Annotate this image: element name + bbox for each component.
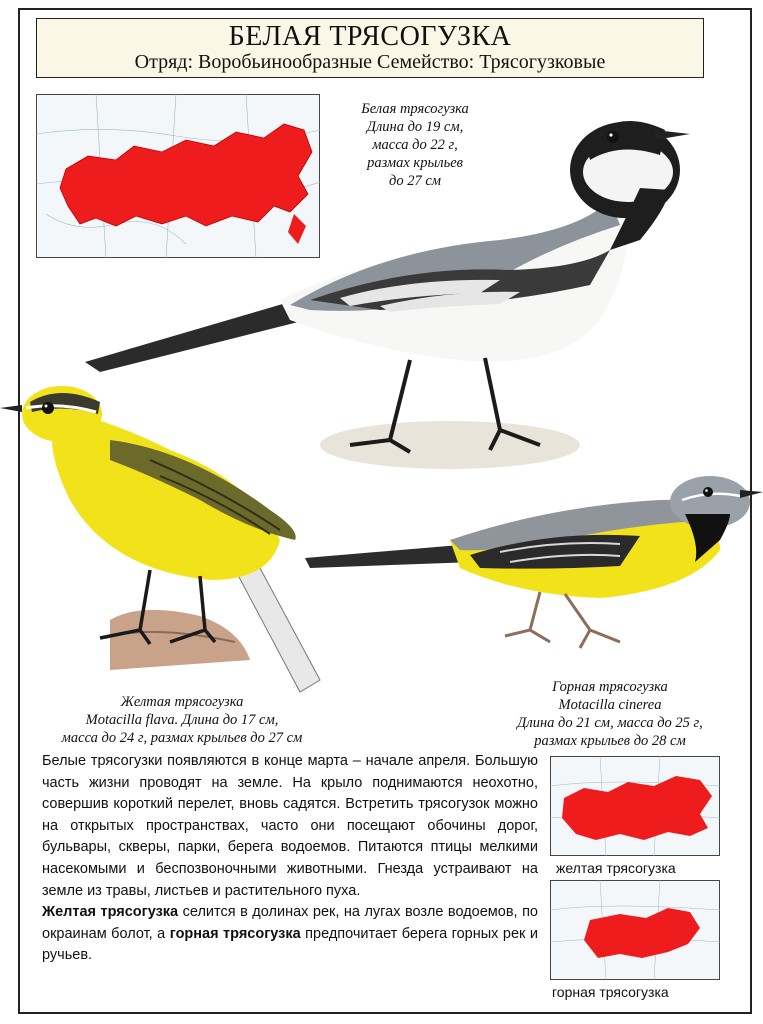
yellow-wagtail-latin-length <box>32 711 332 729</box>
body-text-2b: предпочитает берега горных рек и ручьев. <box>42 925 538 964</box>
body-paragraph-1: Белые трясогузки появляются в конце марта – начале апреля. Большую часть жизни проводят на земле. На крыло поднимаются неохотно, совершив короткий перелет, вновь садятся. Встретить трясогузок можно на открытых пространствах, часто они посещают обочины дорог, бульвары, скверы, парки, берега водоемов. Питаются птицы мелкими насекомыми и беспозвоночными животными. Гнезда устраивают на земле из травы, листьев и растительного пуха. <box>42 753 538 899</box>
range-map-yellow-wagtail <box>550 756 720 856</box>
yellow-wagtail-latin: Motacilla flava <box>85 712 175 728</box>
white-wagtail-mass: масса до 22 г, <box>372 137 458 153</box>
yellow-wagtail-length: . Длина до 17 см, <box>174 712 279 728</box>
grey-wagtail-illustration <box>300 470 763 670</box>
grey-wagtail-length-mass: Длина до 21 см, масса до 25 г, <box>517 715 703 731</box>
white-wagtail-name: Белая трясогузка <box>361 101 469 117</box>
range-map-grey-wagtail <box>550 880 720 980</box>
body-bold-yellow: Желтая трясогузка <box>42 904 179 921</box>
grey-wagtail-name: Горная трясогузка <box>552 679 668 695</box>
title-box <box>36 18 704 78</box>
body-paragraph-2 <box>42 902 538 967</box>
grey-wagtail-wingspan: размах крыльев до 28 см <box>534 733 686 749</box>
yellow-wagtail-mass-wingspan: масса до 24 г, размах крыльев до 27 см <box>61 730 303 746</box>
white-wagtail-length: Длина до 19 см, <box>366 119 464 135</box>
yellow-wagtail-caption <box>32 693 332 747</box>
yellow-wagtail-illustration <box>0 380 340 700</box>
body-text-2a: селится в долинах рек, на лугах возле водоемов, по окраинам болот, а <box>42 904 538 942</box>
yellow-wagtail-name: Желтая трясогузка <box>120 694 244 710</box>
grey-map-caption: горная трясогузка <box>552 984 669 1000</box>
white-wagtail-wingspan-1: размах крыльев <box>367 155 463 171</box>
page-title: БЕЛАЯ ТРЯСОГУЗКА <box>228 21 512 52</box>
body-bold-grey: горная трясогузка <box>169 925 301 942</box>
body-text <box>42 751 538 967</box>
yellow-map-caption: желтая трясогузка <box>556 860 676 876</box>
grey-wagtail-latin: Motacilla cinerea <box>558 697 662 713</box>
grey-wagtail-caption <box>495 678 725 750</box>
page-subtitle: Отряд: Воробьинообразные Семейство: Трясогузковые <box>134 51 606 73</box>
white-wagtail-wingspan-2: до 27 см <box>388 173 442 189</box>
